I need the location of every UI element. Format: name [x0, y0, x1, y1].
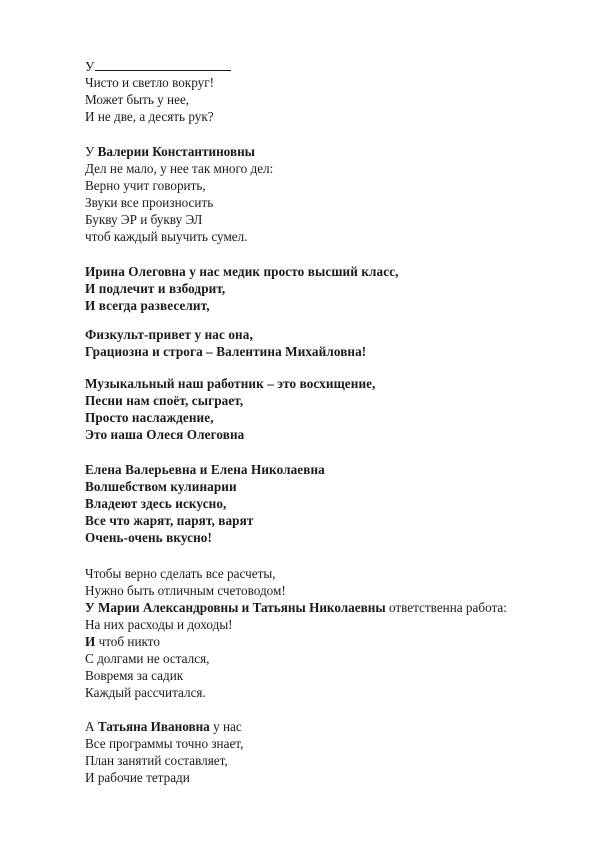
- poem-line: Просто наслаждение,: [85, 410, 214, 425]
- line-text: ответственна работа:: [385, 600, 507, 615]
- poem-line: Звуки все произносить: [85, 195, 214, 210]
- line-text: И: [85, 634, 96, 649]
- poem-line: Волшебством кулинарии: [85, 479, 237, 494]
- poem-line: [85, 144, 255, 161]
- poem-line: С долгами не остался,: [85, 651, 210, 666]
- poem-line: И рабочие тетради: [85, 770, 190, 785]
- line-text: У: [85, 59, 95, 74]
- poem-line: [85, 634, 160, 651]
- poem-line: Песни нам споёт, сыграет,: [85, 393, 244, 408]
- poem-line: Ирина Олеговна у нас медик просто высший класс,: [85, 264, 399, 279]
- poem-line: Нужно быть отличным счетоводом!: [85, 583, 286, 598]
- poem-line: чтоб каждый выучить сумел.: [85, 229, 248, 244]
- poem-line: Букву ЭР и букву ЭЛ: [85, 212, 203, 227]
- poem-line: Грациозна и строга – Валентина Михайловна!: [85, 344, 367, 359]
- blank-underline: [95, 58, 231, 71]
- poem-line: Каждый рассчитался.: [85, 685, 206, 700]
- poem-line: И всегда развеселит,: [85, 298, 210, 313]
- poem-line: Все программы точно знает,: [85, 736, 244, 751]
- poem-line: Чисто и светло вокруг!: [85, 75, 215, 90]
- poem-line: Елена Валерьевна и Елена Николаевна: [85, 462, 325, 477]
- poem-line: Это наша Олеся Олеговна: [85, 427, 245, 442]
- line-text: У: [85, 144, 98, 159]
- person-names: У Марии Александровны и Татьяны Николаевны: [85, 600, 386, 615]
- poem-line: Дел не мало, у нее так много дел:: [85, 161, 274, 176]
- poem-line: И подлечит и взбодрит,: [85, 281, 226, 296]
- line-text: А: [85, 719, 98, 734]
- poem-line: Все что жарят, парят, варят: [85, 513, 254, 528]
- poem-line: Вовремя за садик: [85, 668, 184, 683]
- poem-line: План занятий составляет,: [85, 753, 228, 768]
- poem-line: Владеют здесь искусно,: [85, 496, 227, 511]
- poem-line: Очень-очень вкусно!: [85, 530, 212, 545]
- poem-line: [85, 719, 242, 736]
- line-text: чтоб никто: [95, 634, 160, 649]
- poem-line: Музыкальный наш работник – это восхищение,: [85, 376, 376, 391]
- line-text: у нас: [209, 719, 242, 734]
- poem-line: На них расходы и доходы!: [85, 617, 233, 632]
- person-name: Валерии Константиновны: [97, 144, 255, 159]
- poem-line: Физкульт-привет у нас она,: [85, 327, 253, 342]
- poem-line: Чтобы верно сделать все расчеты,: [85, 566, 276, 581]
- poem-line: И не две, а десять рук?: [85, 109, 214, 124]
- person-name: Татьяна Ивановна: [97, 719, 210, 734]
- poem-line: [85, 58, 231, 76]
- poem-line: [85, 600, 507, 617]
- poem-line: Может быть у нее,: [85, 92, 190, 107]
- poem-line: Верно учит говорить,: [85, 178, 206, 193]
